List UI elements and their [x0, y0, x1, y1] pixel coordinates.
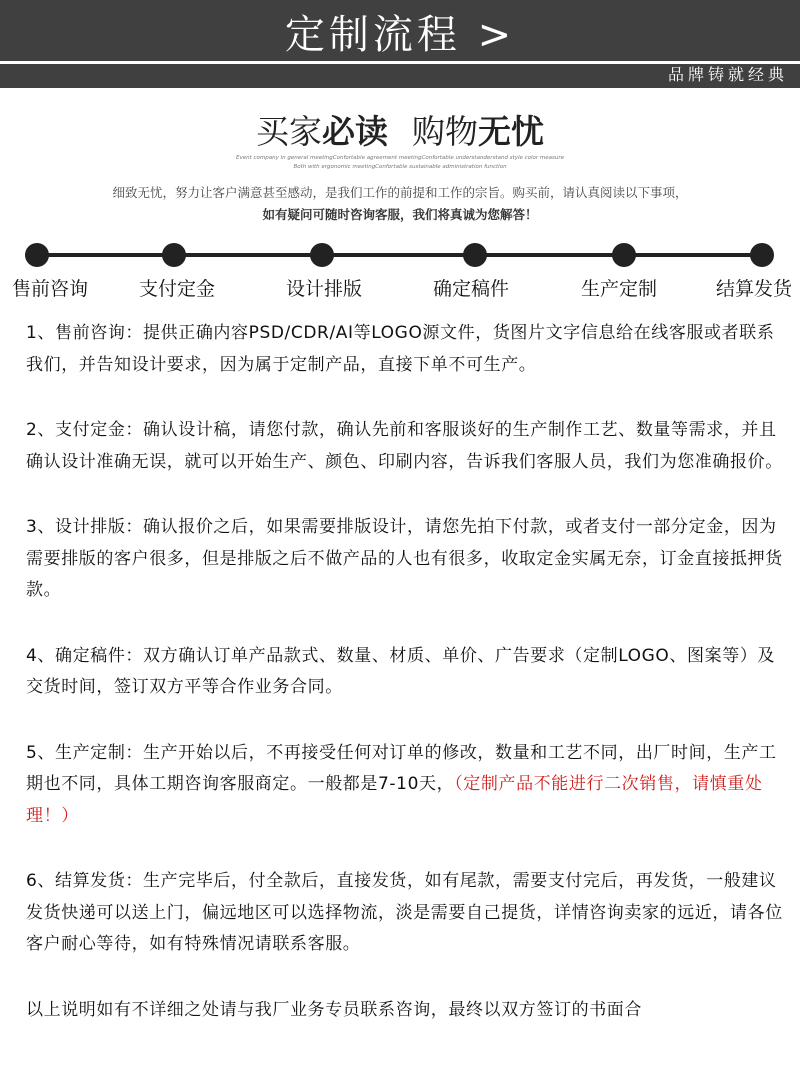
timeline-line — [37, 253, 761, 257]
timeline-dot — [310, 243, 334, 267]
timeline-dot — [162, 243, 186, 267]
timeline-dot — [612, 243, 636, 267]
timeline-label-deposit: 支付定金 — [138, 278, 215, 300]
footer-note — [26, 995, 790, 1027]
step-text: 4、确定稿件：双方确认订单产品款式、数量、材质、单价、广告要求（定制LOGO、图案等）及交货时间，签订双方平等合作业务合同。 — [26, 645, 776, 697]
step-paragraph-2 — [26, 415, 790, 478]
timeline-dot — [463, 243, 487, 267]
step-text: 3、设计排版：确认报价之后，如果需要排版设计，请您先拍下付款，或者支付一部分定金，因为需要排版的客户很多，但是排版之后不做产品的人也有很多，收取定金实属无奈，订金直接抵押货款。 — [26, 517, 783, 600]
intro-line-1: 细致无忧，努力让客户满意甚至感动，是我们工作的前提和工作的宗旨。购买前，请认真阅读以下事项， — [112, 185, 688, 200]
slogan-part2-bold: 无忧 — [478, 112, 544, 151]
step-paragraph-4 — [26, 641, 790, 704]
slogan — [0, 110, 800, 154]
timeline-label-consult: 售前咨询 — [11, 278, 88, 300]
page-title: 定制流程 > — [284, 12, 516, 58]
timeline-label-production: 生产定制 — [580, 278, 657, 300]
warning-note: （定制产品不能进行二次销售，请慎重处理！） — [26, 774, 763, 826]
timeline-label-design: 设计排版 — [285, 278, 362, 300]
step-paragraph-5 — [26, 738, 790, 833]
decorative-english-line-2: Both with ergonomic meetingConfortable sustainable administration function — [293, 164, 507, 170]
footer-note-text: 以上说明如有不详细之处请与我厂业务专员联系咨询，最终以双方签订的书面合 — [26, 999, 642, 1020]
intro-line-2: 如有疑问可随时咨询客服，我们将真诚为您解答！ — [262, 207, 538, 222]
timeline-dot — [750, 243, 774, 267]
header-banner — [0, 0, 800, 88]
step-paragraph-1 — [26, 318, 790, 381]
slogan-part1: 买家 — [256, 112, 322, 151]
slogan-part1-bold: 必读 — [322, 112, 388, 151]
timeline-label-confirm: 确定稿件 — [432, 278, 509, 300]
step-paragraph-3 — [26, 512, 790, 607]
timeline-label-shipping: 结算发货 — [715, 278, 792, 300]
step-text: 2、支付定金：确认设计稿，请您付款，确认先前和客服谈好的生产制作工艺、数量等需求，并且确认设计准确无误，就可以开始生产、颜色、印刷内容，告诉我们客服人员，我们为您准确报价。 — [26, 420, 783, 472]
step-text: 6、结算发货：生产完毕后，付全款后，直接发货，如有尾款，需要支付完后，再发货，一般建议发货快递可以送上门，偏远地区可以选择物流，淡是需要自己提货，详情咨询卖家的远近，请各位客户耐心等待，如有特殊情况请联系客服。 — [26, 871, 783, 954]
decorative-english-line-1: Event company in general meetingConfortable agreement meetingConfortable understanderstand style color measure — [235, 155, 565, 161]
slogan-part2: 购物 — [412, 112, 478, 151]
brand-tagline: 品牌铸就经典 — [667, 65, 788, 84]
timeline-dot — [25, 243, 49, 267]
steps-list — [26, 318, 790, 1026]
step-text: 1、售前咨询：提供正确内容PSD/CDR/AI等LOGO源文件，货图片文字信息给在线客服或者联系我们，并告知设计要求，因为属于定制产品，直接下单不可生产。 — [26, 323, 775, 375]
process-timeline — [0, 236, 800, 306]
step-paragraph-6 — [26, 866, 790, 961]
step-text: 5、生产定制：生产开始以后，不再接受任何对订单的修改，数量和工艺不同，出厂时间，生产工期也不同，具体工期咨询客服商定。一般都是7-10天， — [26, 742, 777, 794]
